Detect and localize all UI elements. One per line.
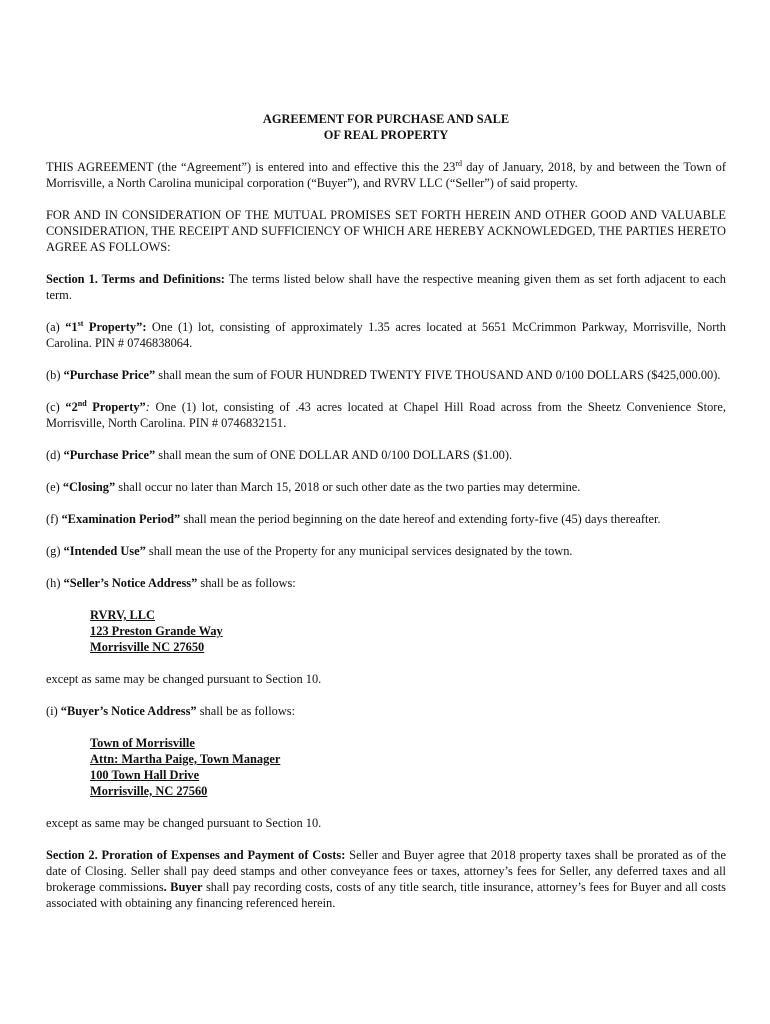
- item-d-prefix: (d): [46, 448, 64, 462]
- buyer-address-line: 100 Town Hall Drive: [90, 768, 200, 782]
- item-b-term: “Purchase Price”: [63, 368, 156, 382]
- item-i-term: “Buyer’s Notice Address”: [60, 704, 197, 718]
- item-e-prefix: (e): [46, 480, 63, 494]
- item-g-text: shall mean the use of the Property for any municipal services designated by the town.: [145, 544, 573, 558]
- intro-text-1: THIS AGREEMENT (the “Agreement”) is entered into and effective this the 23: [46, 160, 456, 174]
- consideration-paragraph: FOR AND IN CONSIDERATION OF THE MUTUAL PROMISES SET FORTH HEREIN AND OTHER GOOD AND VALUABLE CONSIDERATION, THE RECEIPT AND SUFFICIENCY OF WHICH ARE HEREBY ACKNOWLEDGED, THE PARTIES HERETO AGREE AS FOLLOWS:: [46, 208, 726, 254]
- item-i: [46, 703, 726, 719]
- item-h-text: shall be as follows:: [197, 576, 296, 590]
- item-c-text: One (1) lot, consisting of .43 acres located at Chapel Hill Road across from the Sheetz Convenience Store, Morrisville, North Carolina. PIN # 0746832151.: [46, 400, 726, 430]
- item-b-prefix: (b): [46, 368, 64, 382]
- item-a: [46, 319, 726, 351]
- item-g: [46, 543, 726, 559]
- item-h-term: “Seller’s Notice Address”: [63, 576, 198, 590]
- title-line-1: AGREEMENT FOR PURCHASE AND SALE: [262, 112, 510, 126]
- item-f: [46, 511, 726, 527]
- item-a-term: “1st Property”:: [65, 318, 147, 334]
- item-d-term: “Purchase Price”: [63, 448, 156, 462]
- section-2-text-1: Seller and Buyer agree that 2018 property taxes shall be prorated as of the date of Closing. Seller shall pay deed stamps and other conveyance fees or taxes, attorney’s fees for Seller, any deferred taxes and all brokerage commissions: [46, 848, 726, 894]
- buyer-address-line: Town of Morrisville: [90, 736, 195, 750]
- section-2-dot: .: [163, 880, 167, 894]
- item-e-text: shall occur no later than March 15, 2018 or such other date as the two parties may determine.: [115, 480, 581, 494]
- item-i-text: shall be as follows:: [196, 704, 296, 718]
- section-1-text: The terms listed below shall have the respective meaning given them as set forth adjacent to each term.: [46, 272, 726, 302]
- item-a-text: One (1) lot, consisting of approximately 1.35 acres located at 5651 McCrimmon Parkway, Morrisville, North Carolina. PIN # 0746838064.: [46, 320, 726, 350]
- item-e-term: “Closing”: [62, 480, 116, 494]
- intro-paragraph: [46, 159, 726, 191]
- section-2-text-2: shall pay recording costs, costs of any title search, title insurance, attorney’s fees for Buyer and all costs associated with obtaining any financing referenced herein.: [46, 880, 726, 910]
- intro-ordinal: rd: [455, 158, 463, 168]
- item-b-text: shall mean the sum of FOUR HUNDRED TWENTY FIVE THOUSAND AND 0/100 DOLLARS ($425,000.00).: [155, 368, 721, 382]
- seller-address-line: Morrisville NC 27650: [90, 640, 205, 654]
- item-d: [46, 447, 726, 463]
- section-1-paragraph: [46, 271, 726, 303]
- document-title: [46, 111, 726, 143]
- item-a-prefix: (a): [46, 320, 66, 334]
- intro-text-2: day of January, 2018, by and between the Town of Morrisville, a North Carolina municipal corporation (“Buyer”), and RVRV LLC (“Seller”) of said property.: [46, 160, 726, 190]
- item-f-term: “Examination Period”: [61, 512, 181, 526]
- title-line-2: OF REAL PROPERTY: [323, 128, 449, 142]
- section-2-heading: Section 2. Proration of Expenses and Payment of Costs:: [46, 848, 346, 862]
- item-c: [46, 399, 726, 431]
- section-1-heading: Section 1. Terms and Definitions:: [46, 272, 225, 286]
- buyer-address-line: Attn: Martha Paige, Town Manager: [90, 752, 281, 766]
- seller-except-text: except as same may be changed pursuant to Section 10.: [46, 672, 322, 686]
- item-f-text: shall mean the period beginning on the date hereof and extending forty-five (45) days thereafter.: [180, 512, 661, 526]
- item-c-term: “2nd Property”: [65, 398, 146, 414]
- item-h-prefix: (h): [46, 576, 64, 590]
- item-d-text: shall mean the sum of ONE DOLLAR AND 0/100 DOLLARS ($1.00).: [155, 448, 513, 462]
- item-f-prefix: (f): [46, 512, 62, 526]
- seller-address-line: 123 Preston Grande Way: [90, 624, 223, 638]
- item-c-prefix: (c): [46, 400, 66, 414]
- item-b: [46, 367, 726, 383]
- buyer-address-block: [90, 735, 726, 799]
- item-i-prefix: (i): [46, 704, 61, 718]
- item-g-term: “Intended Use”: [63, 544, 146, 558]
- item-h: [46, 575, 726, 591]
- buyer-address-line: Morrisville, NC 27560: [90, 784, 208, 798]
- item-g-prefix: (g): [46, 544, 64, 558]
- section-2-buyer: Buyer: [166, 880, 203, 894]
- item-e: [46, 479, 726, 495]
- buyer-except-text: except as same may be changed pursuant to Section 10.: [46, 816, 322, 830]
- seller-address-line: RVRV, LLC: [90, 608, 155, 622]
- section-2-paragraph: [46, 847, 726, 911]
- seller-address-block: [90, 607, 726, 655]
- item-c-colon: :: [145, 400, 150, 414]
